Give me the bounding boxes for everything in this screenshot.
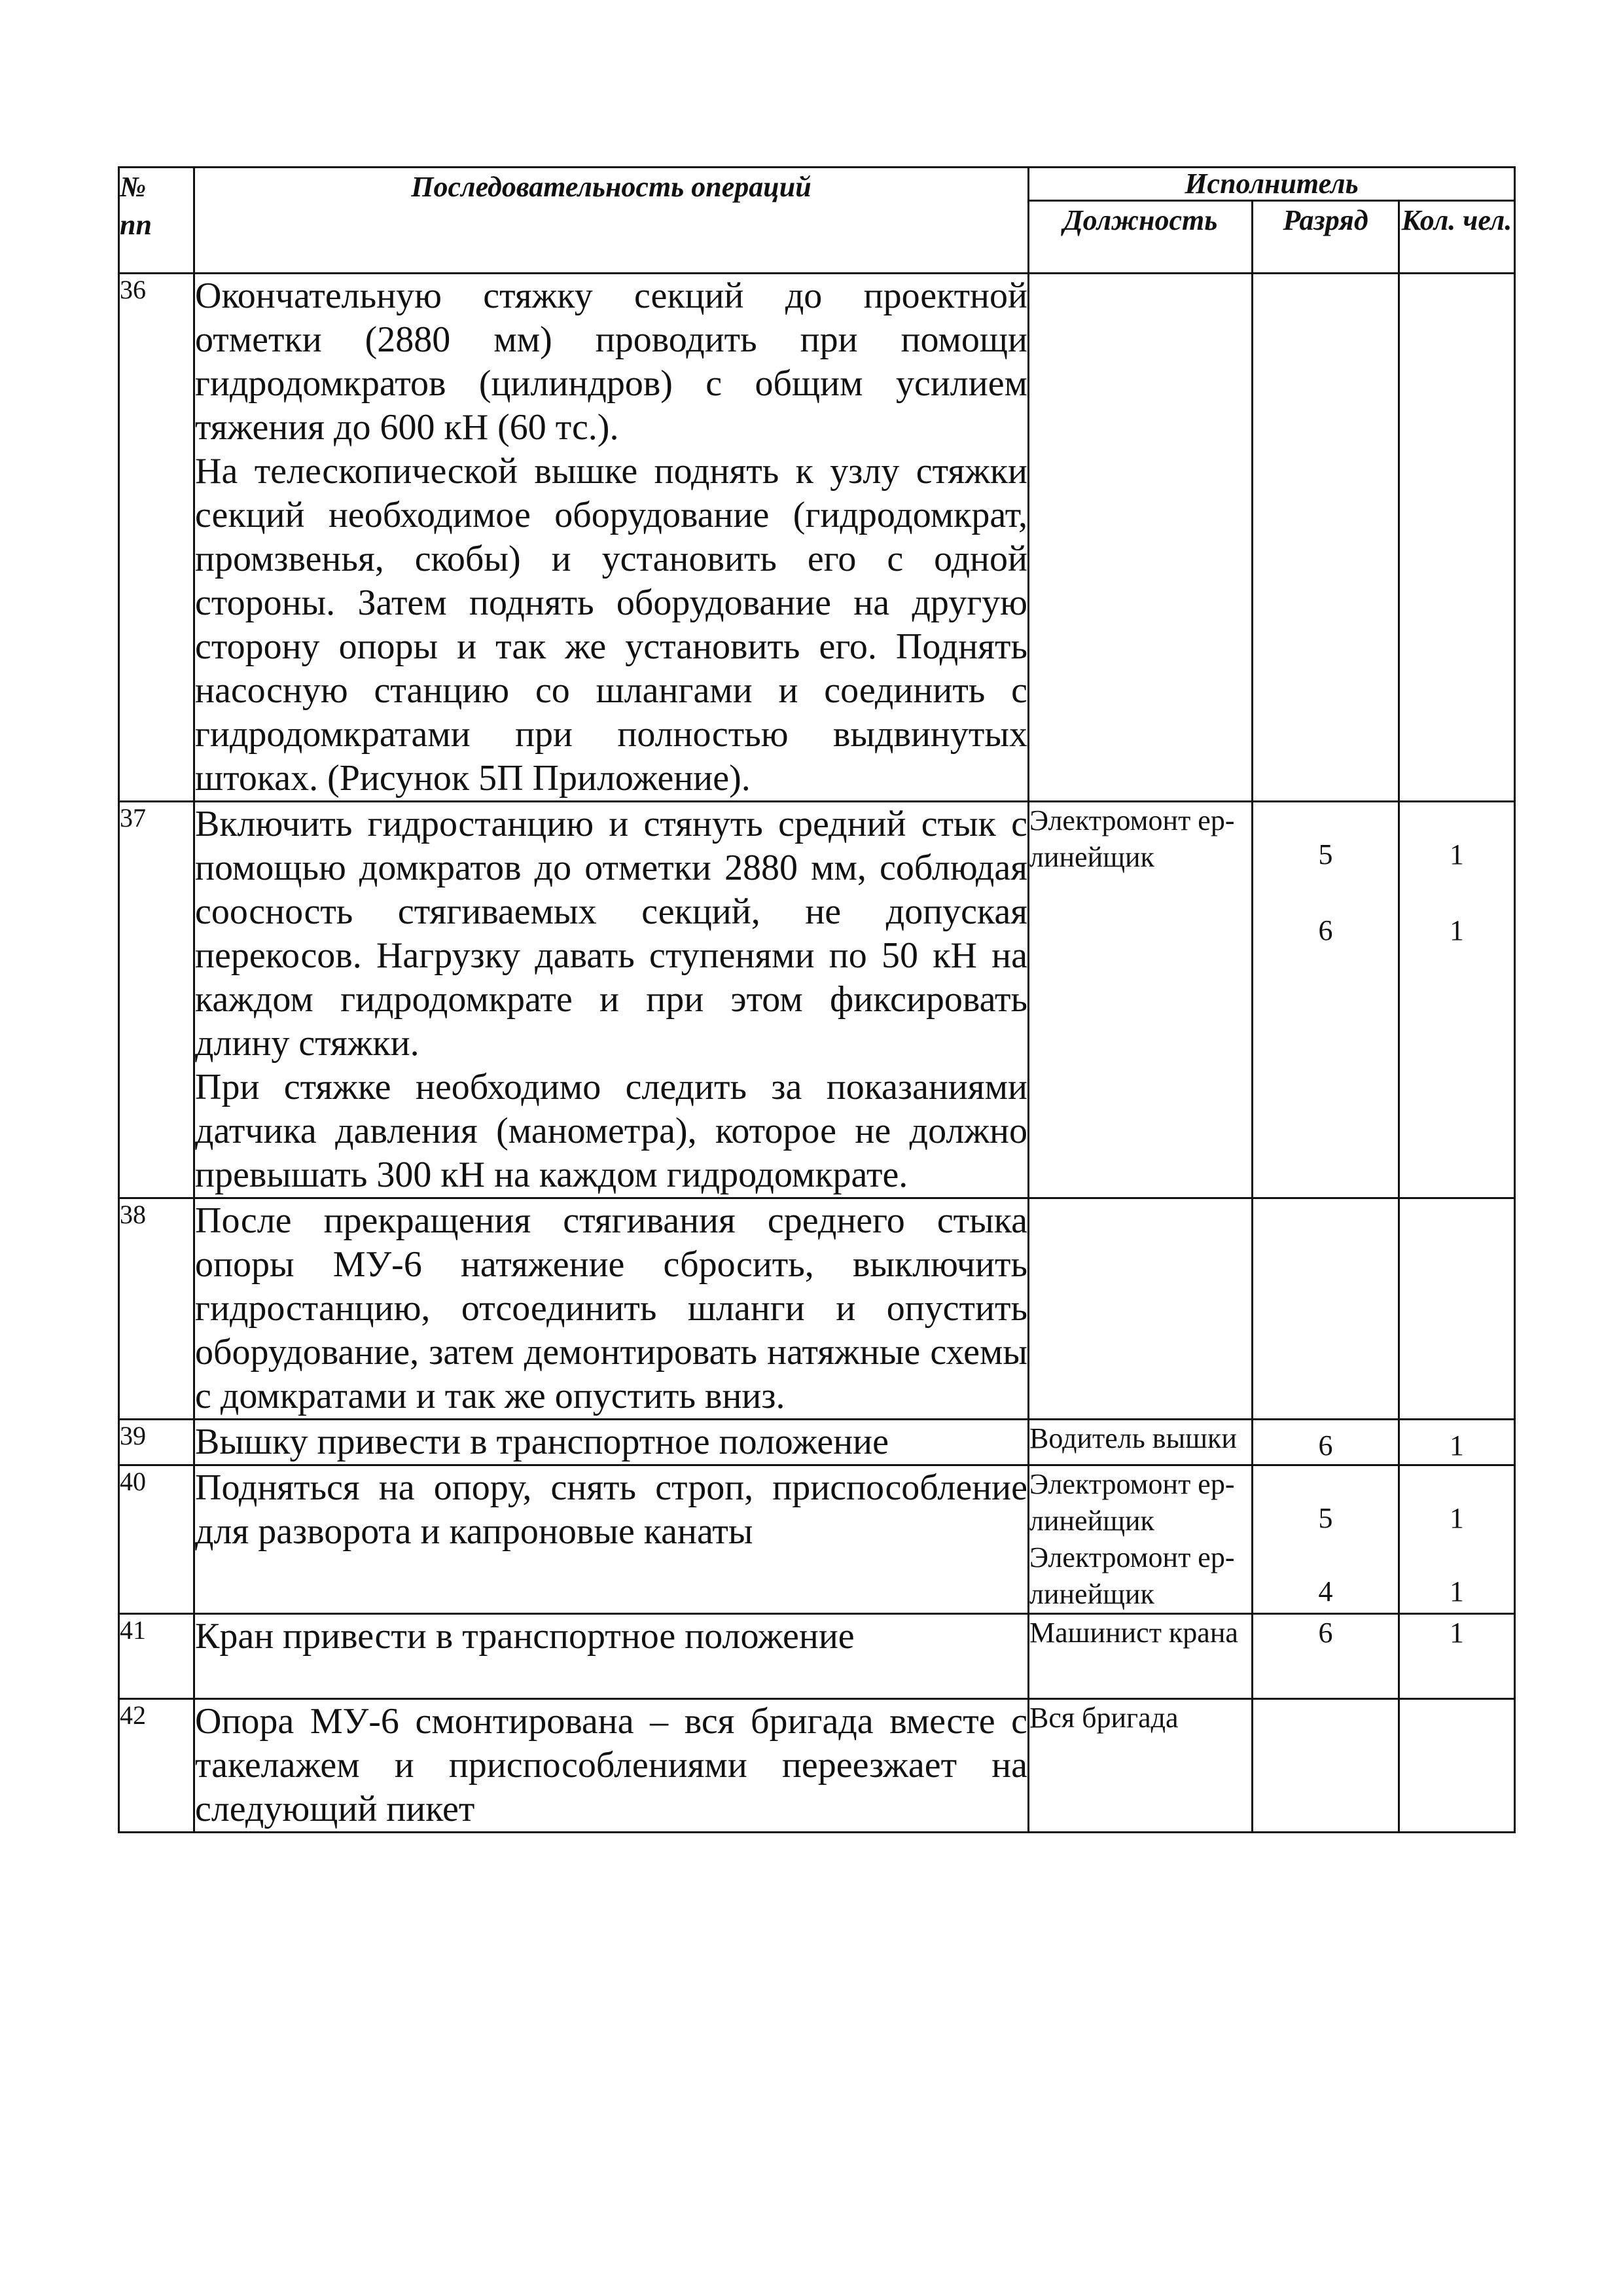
grade-cell	[1253, 1465, 1399, 1614]
header-num	[119, 168, 194, 274]
grade-cell	[1253, 1198, 1399, 1420]
operation-text: Кран привести в транспортное положение	[195, 1616, 855, 1657]
operation-text: При стяжке необходимо следить за показаниями датчика давления (манометра), которое не должно превышать 300 кН на каждом гидродомкрате.	[195, 1067, 1027, 1195]
position-cell	[1029, 1465, 1253, 1614]
count-cell	[1399, 802, 1515, 1198]
row-number: 39	[119, 1420, 194, 1465]
operation-text: Опора МУ-6 смонтирована – вся бригада вместе с такелажем и приспособлениями переезжает на следующий пикет	[195, 1701, 1027, 1829]
header-num-label-2: пп	[120, 209, 152, 241]
operation-text: Включить гидростанцию и стянуть средний стык с помощью домкратов до отметки 2880 мм, соблюдая соосность стягиваемых секций, не допуская перекосов. Нагрузку давать ступенями по 50 кН на каждом гидродомкрате и при этом фиксировать длину стяжки.	[195, 804, 1027, 1064]
header-count: Кол. чел.	[1399, 201, 1515, 274]
table-row	[119, 1465, 1515, 1614]
table-row	[119, 274, 1515, 802]
operation-cell	[194, 274, 1029, 802]
row-number: 38	[119, 1198, 194, 1420]
count-cell: 1	[1399, 1420, 1515, 1465]
header-num-label: №	[120, 171, 147, 203]
row-number: 40	[119, 1465, 194, 1614]
position-cell: Вся бригада	[1029, 1699, 1253, 1833]
operation-text: Подняться на опору, снять строп, приспособление для разворота и капроновые канаты	[195, 1467, 1027, 1552]
operation-cell	[194, 1420, 1029, 1465]
grade-cell	[1253, 274, 1399, 802]
count-value: 1	[1450, 1575, 1464, 1607]
operations-table	[118, 166, 1516, 1833]
header-position: Должность	[1029, 201, 1253, 274]
count-value: 1	[1450, 914, 1464, 946]
grade-cell	[1253, 802, 1399, 1198]
row-number: 37	[119, 802, 194, 1198]
operation-text: На телескопической вышке поднять к узлу стяжки секций необходимое оборудование (гидродомкрат, промзвенья, скобы) и установить его с одной стороны. Затем поднять оборудование на другую сторону опоры и так же установить его. Поднять насосную станцию со шлангами и соединить с гидродомкратами при полностью выдвинутых штоках. (Рисунок 5П Приложение).	[195, 451, 1027, 798]
operation-text: Окончательную стяжку секций до проектной отметки (2880 мм) проводить при помощи гидродомкратов (цилиндров) с общим усилием тяжения до 600 кН (60 тс.).	[195, 276, 1027, 448]
operation-text: Вышку привести в транспортное положение	[195, 1422, 889, 1462]
table-row	[119, 1420, 1515, 1465]
header-executor: Исполнитель	[1029, 168, 1515, 201]
position-value: Электромонт ер-линейщик	[1029, 1541, 1235, 1610]
position-value: Электромонт ер-линейщик	[1029, 1468, 1235, 1537]
count-cell	[1399, 1198, 1515, 1420]
table-row	[119, 1198, 1515, 1420]
grade-cell	[1253, 1699, 1399, 1833]
operation-cell	[194, 1465, 1029, 1614]
row-number: 36	[119, 274, 194, 802]
count-cell	[1399, 274, 1515, 802]
row-number: 41	[119, 1614, 194, 1699]
count-cell	[1399, 1465, 1515, 1614]
table-row	[119, 802, 1515, 1198]
grade-value: 5	[1318, 838, 1333, 870]
grade-value: 6	[1318, 914, 1333, 946]
header-grade: Разряд	[1253, 201, 1399, 274]
count-value: 1	[1450, 1502, 1464, 1534]
count-cell: 1	[1399, 1614, 1515, 1699]
position-cell	[1029, 274, 1253, 802]
position-cell: Машинист крана	[1029, 1614, 1253, 1699]
grade-value: 5	[1318, 1502, 1333, 1534]
header-row-1	[119, 168, 1515, 201]
operation-cell	[194, 1198, 1029, 1420]
row-number: 42	[119, 1699, 194, 1833]
position-cell	[1029, 1198, 1253, 1420]
header-sequence: Последовательность операций	[194, 168, 1029, 274]
operation-cell	[194, 1699, 1029, 1833]
grade-value: 4	[1318, 1575, 1333, 1607]
operation-text: После прекращения стягивания среднего стыка опоры МУ-6 натяжение сбросить, выключить гидростанцию, отсоединить шланги и опустить оборудование, затем демонтировать натяжные схемы с домкратами и так же опустить вниз.	[195, 1200, 1027, 1416]
operation-cell	[194, 802, 1029, 1198]
table-row	[119, 1614, 1515, 1699]
operation-cell	[194, 1614, 1029, 1699]
position-cell: Электромонт ер-линейщик	[1029, 802, 1253, 1198]
grade-cell: 6	[1253, 1420, 1399, 1465]
count-value: 1	[1450, 838, 1464, 870]
position-cell: Водитель вышки	[1029, 1420, 1253, 1465]
table-row	[119, 1699, 1515, 1833]
grade-cell: 6	[1253, 1614, 1399, 1699]
count-cell	[1399, 1699, 1515, 1833]
